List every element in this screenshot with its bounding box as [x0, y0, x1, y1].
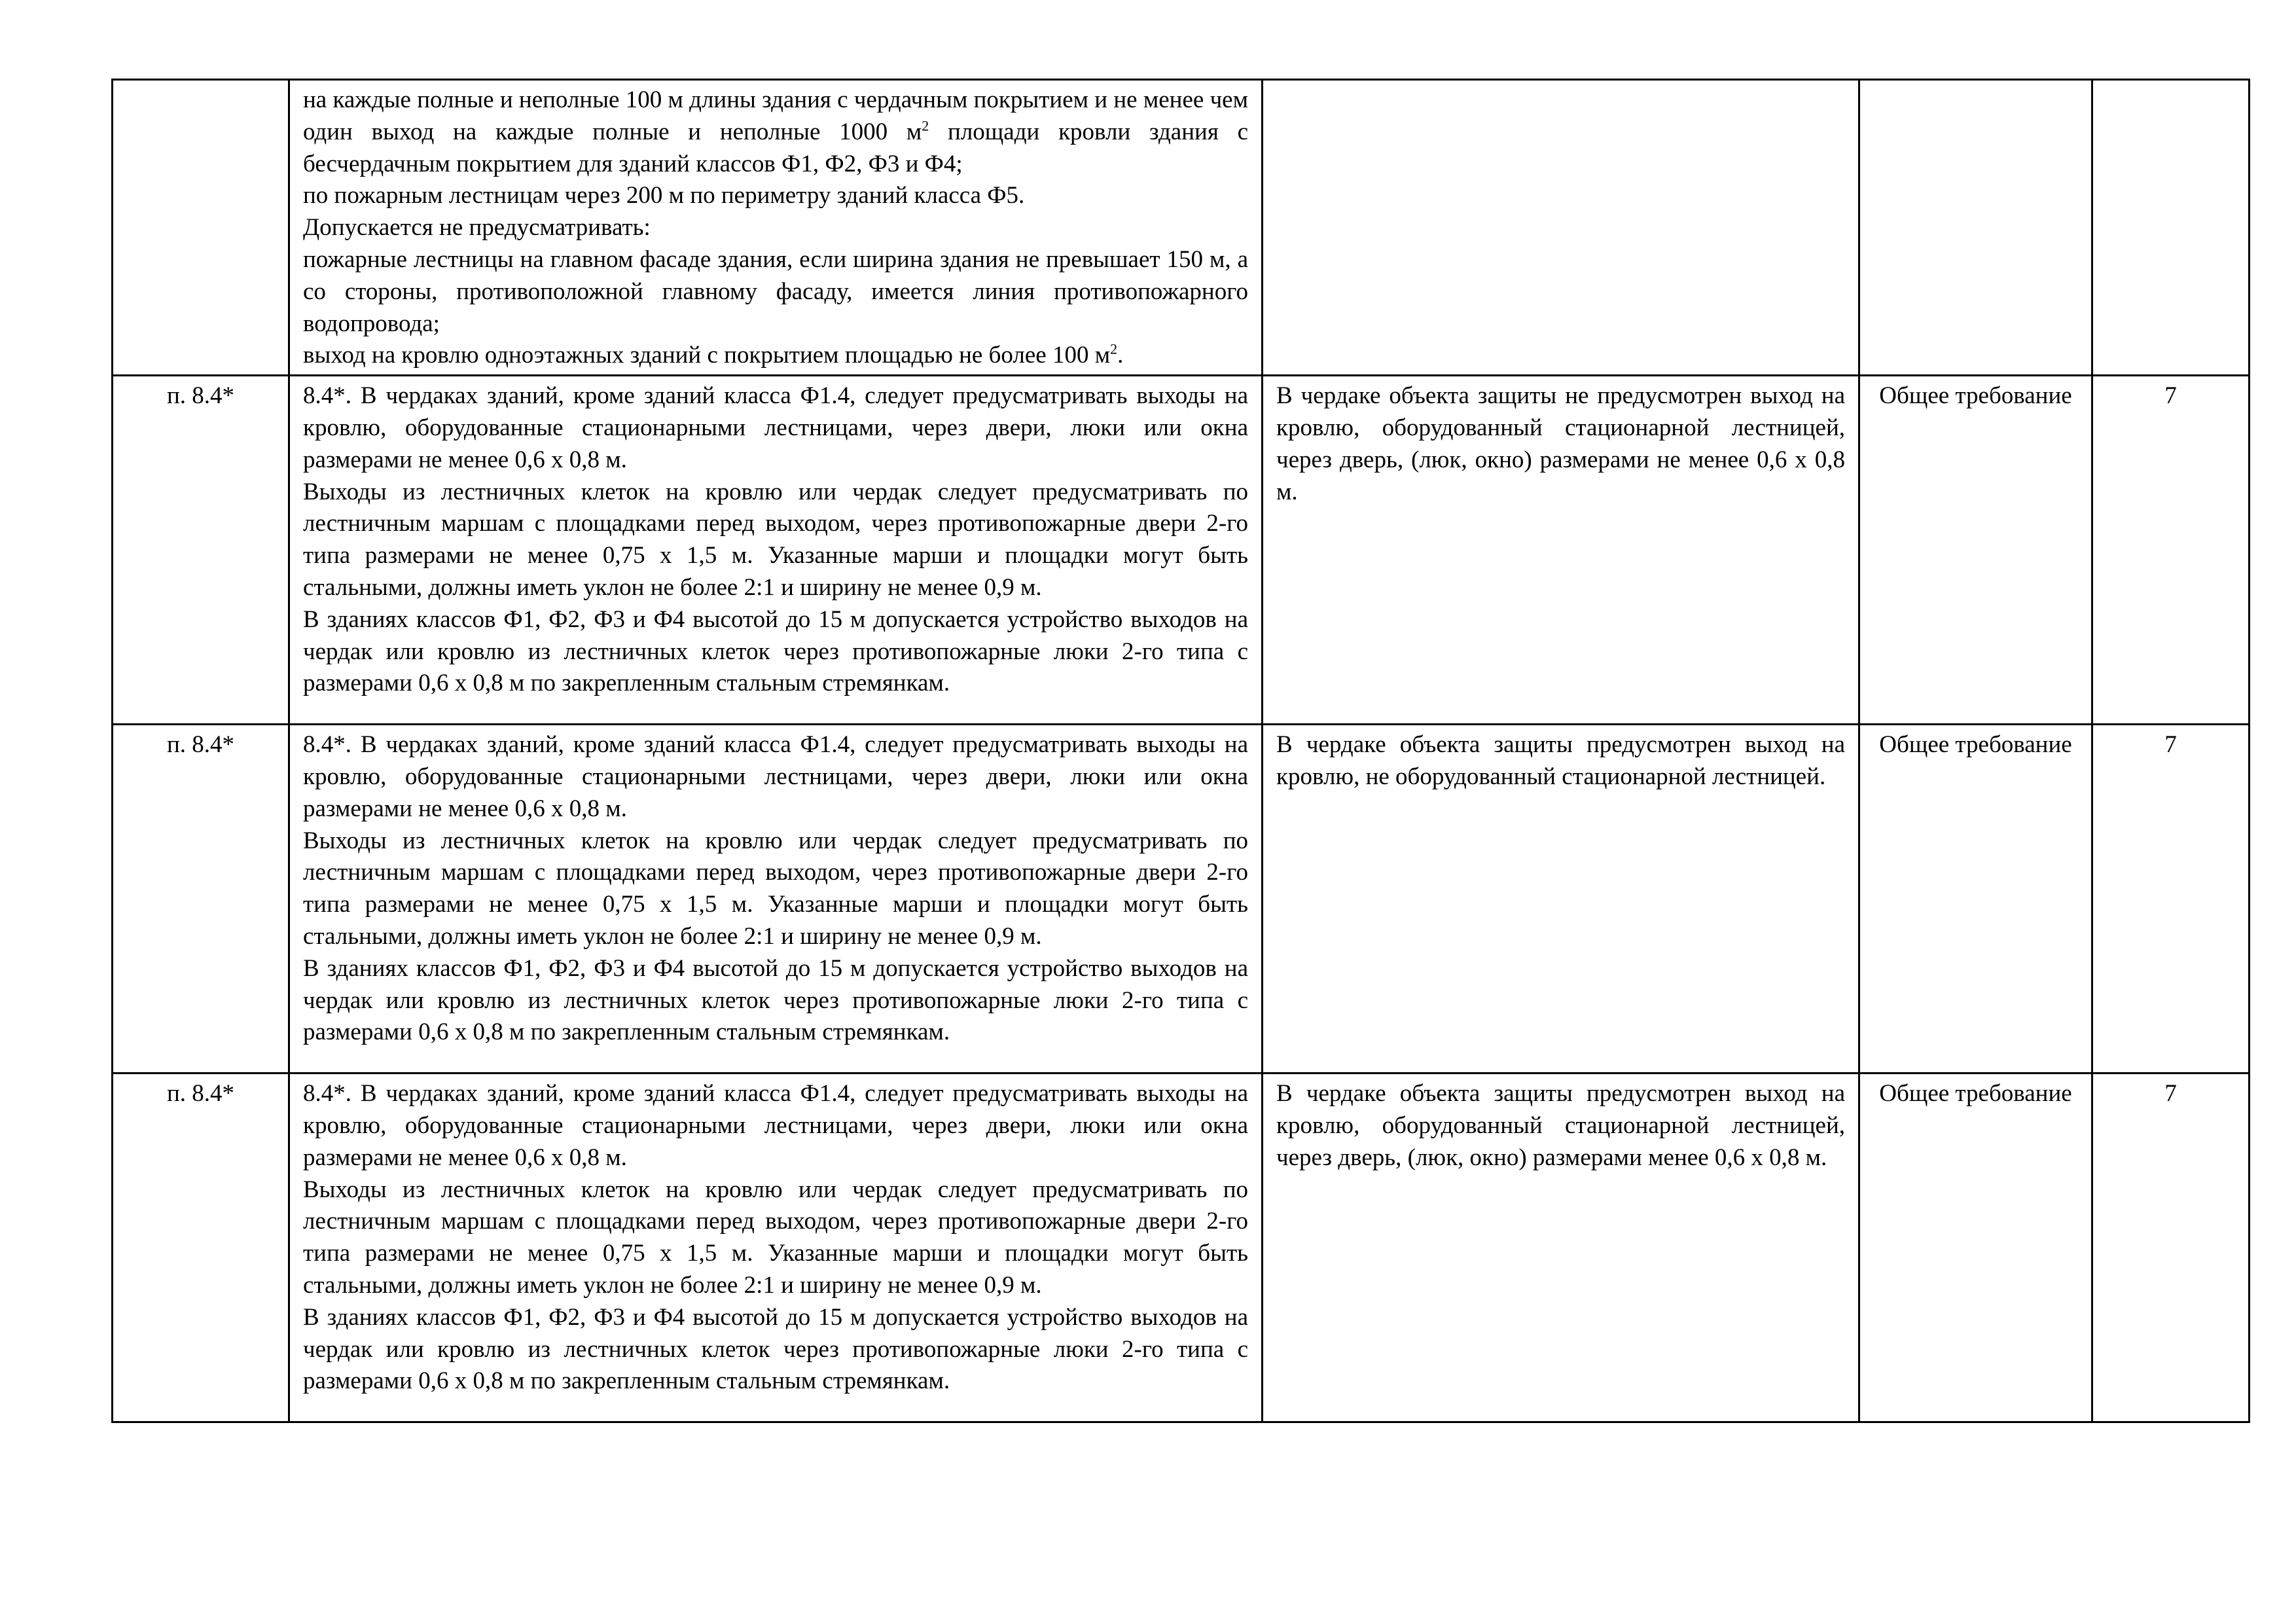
violation-text-cell	[1263, 376, 1859, 725]
norm-reference-cell: п. 8.4*	[113, 725, 289, 1074]
table-row	[113, 80, 2250, 376]
norm-reference-cell	[113, 80, 289, 376]
requirement-paragraph: В зданиях классов Ф1, Ф2, Ф3 и Ф4 высотой до 15 м допускается устройство выходов на чердак или кровлю из лестничных клеток через противопожарные люки 2-го типа с размерами 0,6 x 0,8 м по закрепленным стальным стремянкам.	[303, 1303, 1248, 1395]
table-row	[113, 376, 2250, 725]
table-row	[113, 725, 2250, 1074]
count-cell: 7	[2092, 725, 2250, 1074]
requirement-paragraph: по пожарным лестницам через 200 м по периметру зданий класса Ф5.	[303, 182, 1025, 209]
requirement-text-cell	[289, 725, 1263, 1074]
violation-text-cell	[1263, 1074, 1859, 1422]
violation-text: В чердаке объекта защиты предусмотрен выход на кровлю, не оборудованный стационарной лестницей.	[1276, 731, 1845, 790]
violation-text: В чердаке объекта защиты предусмотрен выход на кровлю, оборудованный стационарной лестницей, через дверь, (люк, окно) размерами менее 0,6 х 0,8 м.	[1276, 1080, 1845, 1171]
category-cell: Общее требование	[1859, 376, 2092, 725]
requirement-paragraph: 8.4*. В чердаках зданий, кроме зданий класса Ф1.4, следует предусматривать выходы на кровлю, оборудованные стационарными лестницами, через двери, люки или окна размерами не менее 0,6 x 0,8 м.	[303, 731, 1248, 822]
requirement-text-cell	[289, 1074, 1263, 1422]
requirements-table	[111, 79, 2250, 1423]
count-cell: 7	[2092, 376, 2250, 725]
category-cell: Общее требование	[1859, 725, 2092, 1074]
norm-reference-cell: п. 8.4*	[113, 376, 289, 725]
requirement-paragraph: 8.4*. В чердаках зданий, кроме зданий класса Ф1.4, следует предусматривать выходы на кровлю, оборудованные стационарными лестницами, через двери, люки или окна размерами не менее 0,6 x 0,8 м.	[303, 1080, 1248, 1171]
requirement-text-cell	[289, 80, 1263, 376]
requirement-paragraph: В зданиях классов Ф1, Ф2, Ф3 и Ф4 высотой до 15 м допускается устройство выходов на чердак или кровлю из лестничных клеток через противопожарные люки 2-го типа с размерами 0,6 x 0,8 м по закрепленным стальным стремянкам.	[303, 605, 1248, 697]
category-cell: Общее требование	[1859, 1074, 2092, 1422]
requirement-paragraph: пожарные лестницы на главном фасаде здания, если ширина здания не превышает 150 м, а со стороны, противоположной главному фасаду, имеется линия противопожарного водопровода;	[303, 245, 1248, 337]
requirement-paragraph: Допускается не предусматривать:	[303, 214, 651, 242]
requirement-paragraph: Выходы из лестничных клеток на кровлю или чердак следует предусматривать по лестничным маршам с площадками перед выходом, через противопожарные двери 2-го типа размерами не менее 0,75 x 1,5 м. Указанные марши и площадки могут быть стальными, должны иметь уклон не более 2:1 и ширину не менее 0,9 м.	[303, 827, 1248, 950]
requirement-paragraph: на каждые полные и неполные 100 м длины здания с чердачным покрытием и не менее чем один выход на каждые полные и неполные 1000 $м^2$ площади кровли здания с бесчердачным покрытием для зданий классов Ф1, Ф2, Ф3 и Ф4;	[303, 86, 1249, 177]
violation-text-cell	[1263, 725, 1859, 1074]
violation-text-cell	[1263, 80, 1859, 376]
requirement-paragraph: 8.4*. В чердаках зданий, кроме зданий класса Ф1.4, следует предусматривать выходы на кровлю, оборудованные стационарными лестницами, через двери, люки или окна размерами не менее 0,6 x 0,8 м.	[303, 382, 1248, 473]
requirement-paragraph: В зданиях классов Ф1, Ф2, Ф3 и Ф4 высотой до 15 м допускается устройство выходов на чердак или кровлю из лестничных клеток через противопожарные люки 2-го типа с размерами 0,6 x 0,8 м по закрепленным стальным стремянкам.	[303, 954, 1248, 1046]
requirement-paragraph: Выходы из лестничных клеток на кровлю или чердак следует предусматривать по лестничным маршам с площадками перед выходом, через противопожарные двери 2-го типа размерами не менее 0,75 x 1,5 м. Указанные марши и площадки могут быть стальными, должны иметь уклон не более 2:1 и ширину не менее 0,9 м.	[303, 478, 1248, 601]
table-row	[113, 1074, 2250, 1422]
superscript-2: 2	[1110, 341, 1118, 358]
category-cell	[1859, 80, 2092, 376]
norm-reference-cell: п. 8.4*	[113, 1074, 289, 1422]
count-cell	[2092, 80, 2250, 376]
count-cell: 7	[2092, 1074, 2250, 1422]
requirement-paragraph: Выходы из лестничных клеток на кровлю или чердак следует предусматривать по лестничным маршам с площадками перед выходом, через противопожарные двери 2-го типа размерами не менее 0,75 x 1,5 м. Указанные марши и площадки могут быть стальными, должны иметь уклон не более 2:1 и ширину не менее 0,9 м.	[303, 1176, 1248, 1299]
violation-text: В чердаке объекта защиты не предусмотрен выход на кровлю, оборудованный стационарной лестницей, через дверь, (люк, окно) размерами не менее 0,6 х 0,8 м.	[1276, 382, 1845, 505]
requirement-paragraph: выход на кровлю одноэтажных зданий с покрытием площадью не более 100 $м^2$.	[303, 341, 1124, 369]
requirement-text-cell	[289, 376, 1263, 725]
superscript-2: 2	[922, 117, 929, 134]
